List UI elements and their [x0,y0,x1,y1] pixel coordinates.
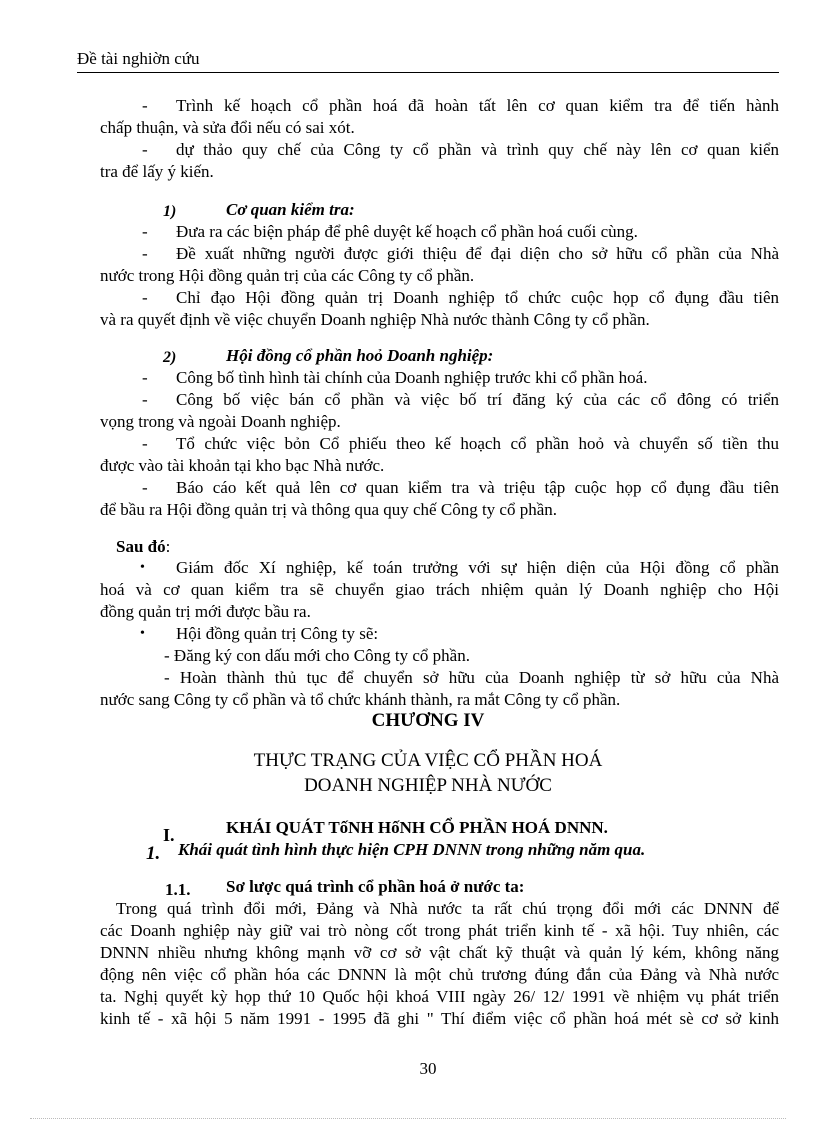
paragraph-line: nước sang Công ty cổ phần và tổ chức khánh thành, ra mắt Công ty cổ phần. [100,690,621,709]
paragraph-line: đồng quản trị mới được bầu ra. [100,602,311,621]
paragraph-line: Đề xuất những người được giới thiệu để đại diện cho sở hữu cổ phần của Nhà [176,244,779,263]
paragraph-line: Báo cáo kết quả lên cơ quan kiểm tra và triệu tập cuộc họp cổ đụng đầu tiên [176,478,779,497]
part-number: I. [163,825,175,845]
paragraph-line: hoá và cơ quan kiểm tra sẽ chuyển giao trách nhiệm quản lý Doanh nghiệp cho Hội [100,580,779,599]
dash-marker: - [142,390,148,409]
subsection-heading: Sơ lược quá trình cổ phần hoá ở nước ta: [226,877,525,896]
paragraph-line: các Doanh nghiệp này giữ vai trò nòng cốt trong phát triển kinh tế - xã hội. Tuy nhiên, các [100,921,779,940]
section-number: 1) [163,203,177,220]
subsection-heading: Khái quát tình hình thực hiện CPH DNNN trong những năm qua. [178,840,646,859]
paragraph-line: động nên việc cổ phần hóa các DNNN là một chủ trương đúng đắn của Đảng và Nhà nước [100,965,779,984]
dash-marker: - [142,96,148,115]
paragraph-line: ta. Nghị quyết kỳ họp thứ 10 Quốc hội khoá VIII ngày 26/ 12/ 1991 về nhiệm vụ phát triển [100,987,779,1006]
paragraph-line: kinh tế - xã hội 5 năm 1991 - 1995 đã ghi " Thí điểm việc cổ phần hoá mét sè cơ sở kinh [100,1009,779,1028]
paragraph-line: Công bố tình hình tài chính của Doanh nghiệp trước khi cổ phần hoá. [176,368,648,387]
paragraph-line: chấp thuận, và sửa đổi nếu có sai xót. [100,118,355,137]
paragraph-line: Giám đốc Xí nghiệp, kế toán trưởng với sự hiện diện của Hội đồng cổ phần [176,558,779,577]
header-divider [77,72,779,73]
dash-marker: - [142,368,148,387]
paragraph-line: Trong quá trình đổi mới, Đảng và Nhà nước ta rất chú trọng đổi mới các DNNN để [116,899,779,918]
paragraph-line: để bầu ra Hội đồng quản trị và thông qua quy chế Công ty cổ phần. [100,500,558,519]
paragraph-line: Đưa ra các biện pháp để phê duyệt kế hoạch cổ phần hoá cuối cùng. [176,222,638,241]
paragraph-line: dự thảo quy chế của Công ty cổ phần và trình quy chế này lên cơ quan kiển [176,140,779,159]
dash-marker: - [142,288,148,307]
dash-marker: - [142,140,148,159]
paragraph-line: - Đăng ký con dấu mới cho Công ty cổ phần. [164,646,470,665]
dash-marker: - [142,434,148,453]
subsection-number: 1. [146,843,161,864]
section-number: 2) [163,349,177,366]
paragraph-line: và ra quyết định về việc chuyển Doanh nghiệp Nhà nước thành Công ty cổ phần. [100,310,650,329]
dash-marker: - [142,222,148,241]
paragraph-line: được vào tài khoản tại kho bạc Nhà nước. [100,456,385,475]
chapter-title-line: THỰC TRẠNG CỦA VIỆC CỔ PHẦN HOÁ [253,750,603,771]
paragraph-line: Tổ chức việc bỏn Cổ phiếu theo kế hoạch cổ phần hoỏ và chuyển số tiền thu [176,434,779,453]
after-colon: : [165,537,171,556]
paragraph-line: - Hoàn thành thủ tục để chuyển sở hữu của Doanh nghiệp từ sở hữu của Nhà [164,668,779,687]
after-label: Sau đó [116,537,166,556]
bullet-marker: • [140,560,145,575]
after-label-line [116,537,170,557]
paragraph-line: nước trong Hội đồng quản trị của các Công ty cổ phần. [100,266,475,285]
paragraph-line: Công bố việc bán cổ phần và việc bố trí đăng ký của các cổ đông có triển [176,390,779,409]
paragraph-line: Hội đồng quản trị Công ty sẽ: [176,624,379,643]
paragraph-line: vọng trong và ngoài Doanh nghiệp. [100,412,341,431]
section-heading: Hội đồng cổ phần hoỏ Doanh nghiệp: [226,346,494,365]
paragraph-line: Chỉ đạo Hội đồng quản trị Doanh nghiệp tổ chức cuộc họp cổ đụng đầu tiên [176,288,779,307]
subsection-number: 1.1. [165,880,191,899]
page-number: 30 [419,1059,437,1078]
dash-marker: - [142,244,148,263]
paragraph-line: tra để lấy ý kiến. [100,162,214,181]
page-header-title: Đề tài nghiờn cứu [77,49,200,68]
part-heading: KHÁI QUÁT TốNH HốNH CỔ PHẦN HOÁ DNNN. [226,818,608,837]
dash-marker: - [142,478,148,497]
paragraph-line: Trình kế hoạch cổ phần hoá đã hoàn tất lên cơ quan kiểm tra để tiến hành [176,96,779,115]
chapter-title-line: DOANH NGHIỆP NHÀ NƯỚC [304,775,552,796]
page-bottom-border [30,1118,786,1119]
paragraph-line: DNNN nhiều nhưng không mạnh vỡ cơ sở vật chất kỹ thuật và quản lý kém, không năng [100,943,779,962]
bullet-marker: • [140,626,145,641]
section-heading: Cơ quan kiểm tra: [226,200,355,219]
chapter-label: CHƯƠNG IV [371,710,485,731]
